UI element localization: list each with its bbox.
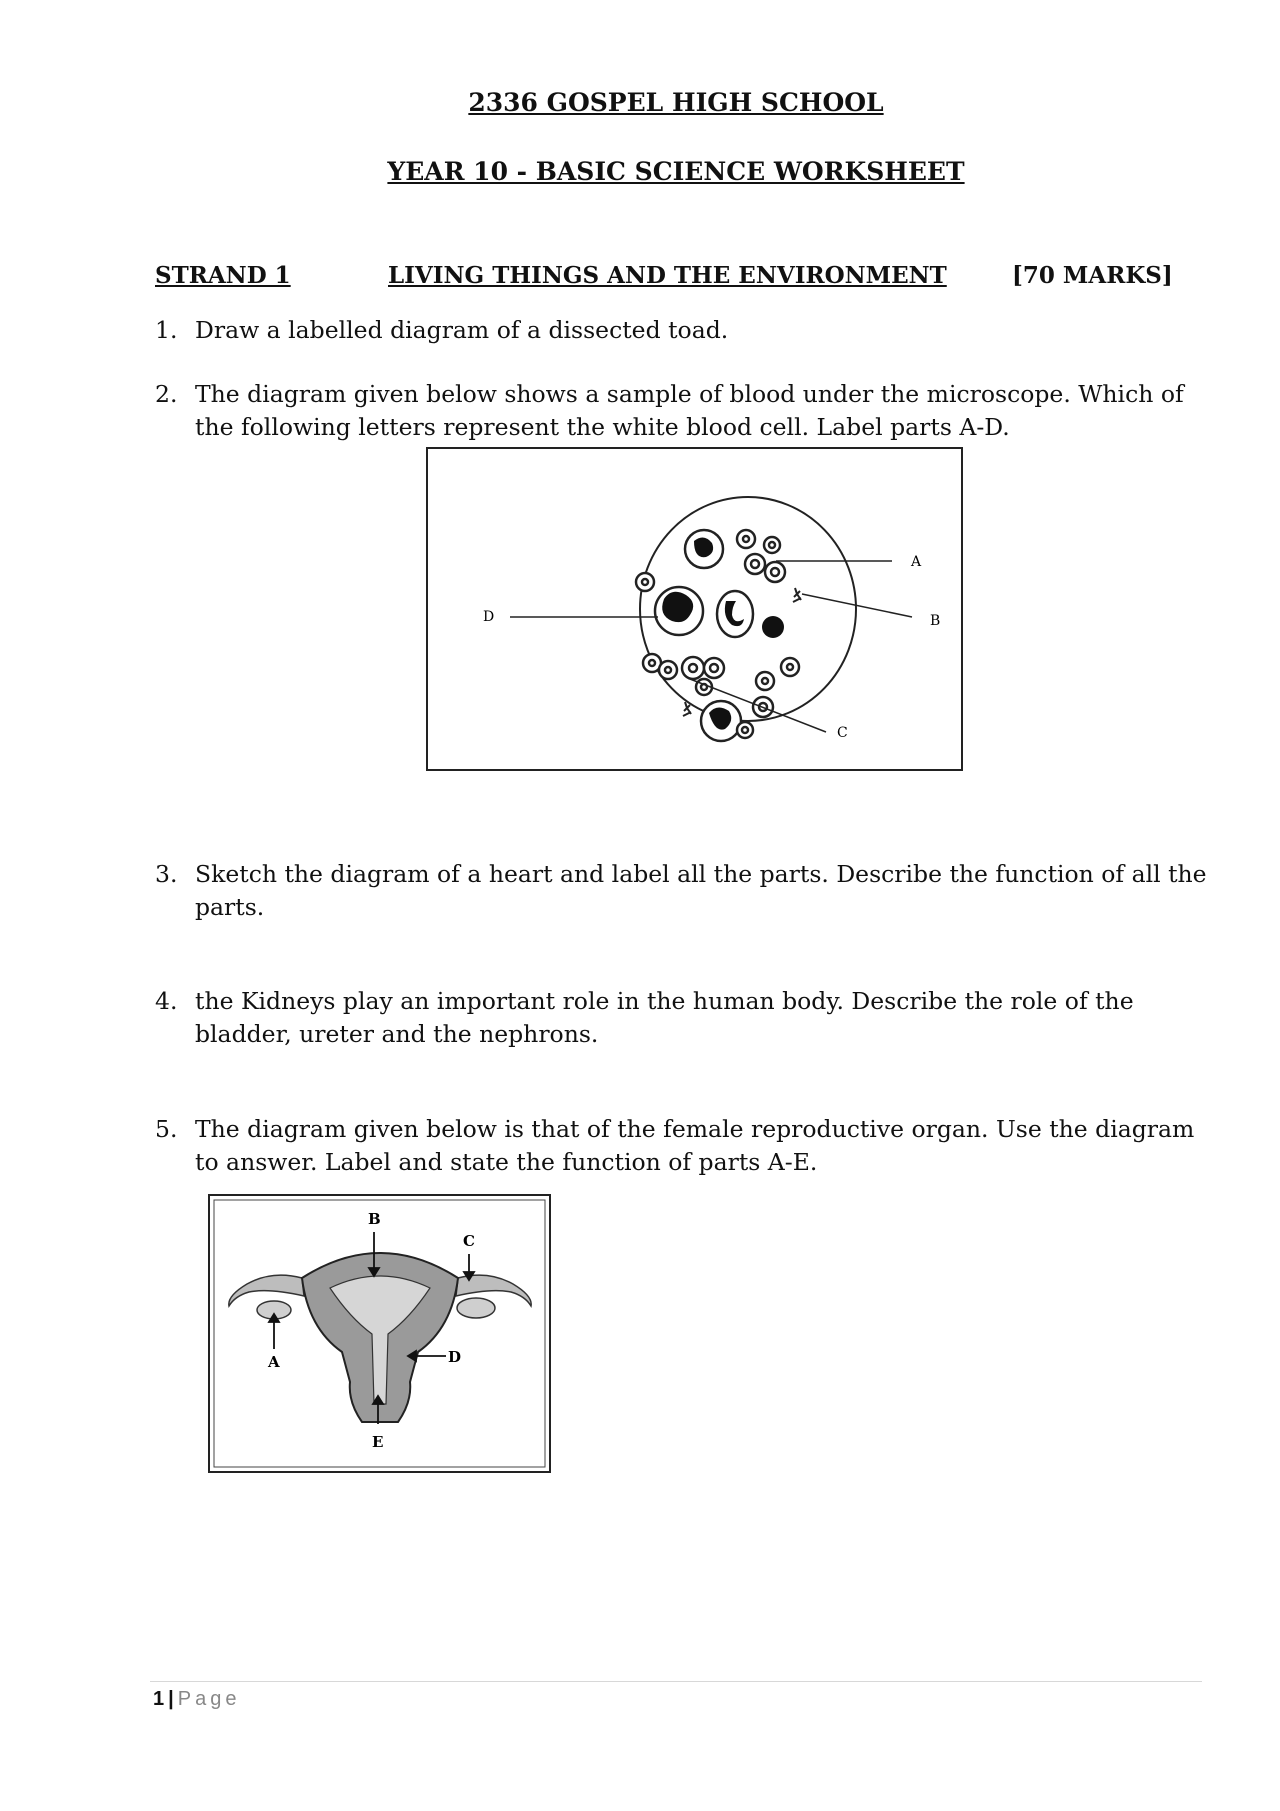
reproductive-organ-diagram [208, 1194, 551, 1473]
label-c: C [463, 1232, 475, 1250]
question-number: 4. [155, 987, 178, 1015]
white-blood-cell-large [655, 587, 703, 635]
strand-label: STRAND 1 [155, 262, 291, 289]
white-blood-cell [701, 701, 741, 741]
question-number: 1. [155, 316, 178, 344]
label-a: A [911, 554, 922, 570]
question-text: The diagram given below shows a sample of blood under the microscope. Which of the following letters represent the white blood cell. Label parts A-D. [195, 380, 1184, 441]
uterus-illustration [210, 1196, 549, 1471]
label-d: D [483, 609, 495, 625]
footer-divider [150, 1681, 1202, 1682]
white-blood-cell [685, 530, 723, 568]
worksheet-title: YEAR 10 - BASIC SCIENCE WORKSHEET [387, 157, 965, 186]
label-b: B [368, 1210, 381, 1228]
label-a: A [268, 1353, 280, 1371]
footer-separator: | [168, 1688, 174, 1710]
blood-smear-illustration [428, 449, 961, 769]
page-number: 1 [153, 1688, 165, 1710]
uterus [302, 1253, 458, 1422]
school-title: 2336 GOSPEL HIGH SCHOOL [468, 88, 884, 117]
question-4 [155, 985, 1215, 1051]
label-d: D [448, 1348, 462, 1366]
label-b: B [930, 613, 941, 629]
question-number: 5. [155, 1115, 178, 1143]
question-text: The diagram given below is that of the female reproductive organ. Use the diagram to answer. Label and state the function of parts A-E. [195, 1115, 1195, 1176]
question-5 [155, 1113, 1215, 1179]
question-2 [155, 378, 1215, 444]
blood-sample-diagram [426, 447, 963, 771]
question-number: 2. [155, 380, 178, 408]
question-1 [155, 314, 1215, 347]
question-text: the Kidneys play an important role in the human body. Describe the role of the bladder, ureter and the nephrons. [195, 987, 1134, 1048]
question-number: 3. [155, 860, 178, 888]
question-3 [155, 858, 1215, 924]
page-footer [153, 1688, 240, 1711]
white-blood-cell [717, 591, 753, 637]
lymphocyte [762, 616, 784, 638]
strand-marks: [70 MARKS] [1012, 262, 1173, 289]
question-text: Sketch the diagram of a heart and label all the parts. Describe the function of all the parts. [195, 860, 1207, 921]
page-word: Page [177, 1688, 241, 1710]
label-e: E [372, 1433, 384, 1451]
question-text: Draw a labelled diagram of a dissected toad. [195, 316, 729, 344]
label-c: C [837, 725, 848, 741]
strand-topic: LIVING THINGS AND THE ENVIRONMENT [388, 262, 947, 289]
